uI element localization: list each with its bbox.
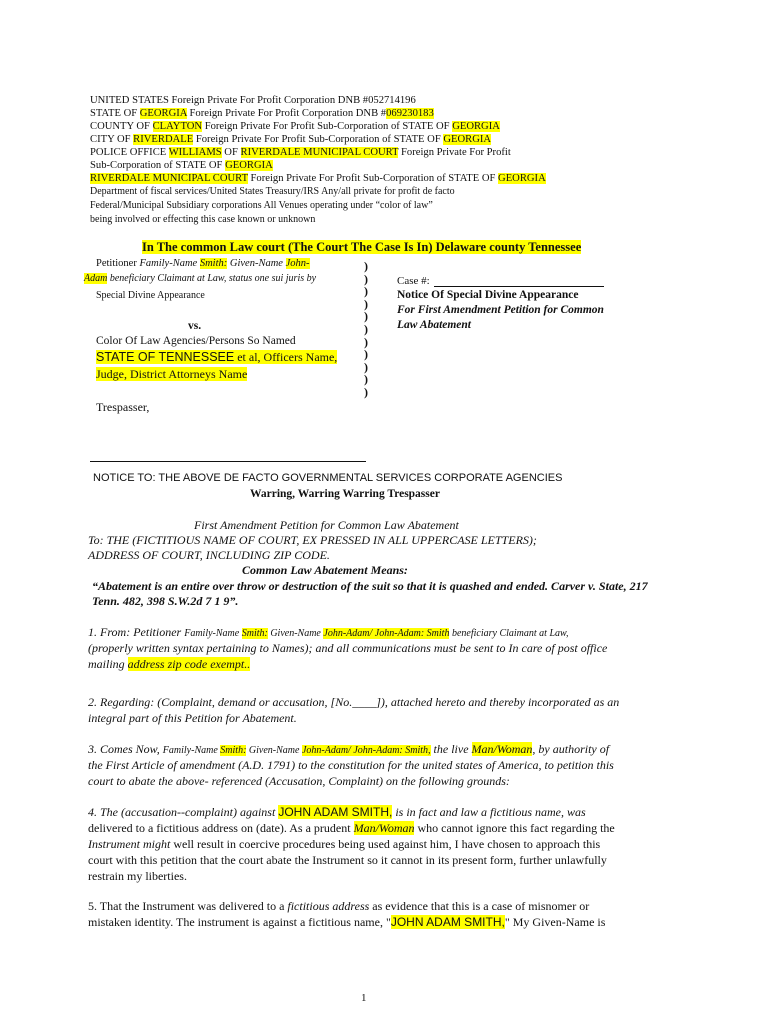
notice-title-line-2: [397, 304, 604, 316]
header-line-6: [90, 159, 273, 172]
notice-title-text: Law Abatement: [397, 319, 472, 331]
para-3-line-1: [88, 742, 609, 759]
petitioner-line-2: [84, 273, 316, 284]
highlighted-dnb: 069230183: [386, 108, 434, 119]
para-4-line-3: [88, 837, 600, 853]
abatement-quote-line-2: [92, 594, 238, 609]
notice-to-text: NOTICE TO: THE ABOVE DE FACTO GOVERNMENTAL SERVICES CORPORATE AGENCIES: [93, 472, 563, 484]
abatement-means-text: Common Law Abatement Means:: [242, 563, 408, 577]
highlighted-city: RIVERDALE: [133, 134, 194, 145]
header-line-7: [90, 172, 546, 185]
caption-text: Color Of Law Agencies/Persons So Named: [96, 335, 296, 347]
header-text: UNITED STATES Foreign Private For Profit Corporation DNB #052714196: [90, 95, 416, 106]
caption-divider: [90, 461, 366, 462]
petitioner-line-1: [96, 258, 310, 269]
para-4-line-5: [88, 869, 187, 885]
highlighted-given-name: Adam: [84, 273, 108, 284]
quote-text: Tenn. 482, 398 S.W.2d 7 1 9”.: [92, 594, 239, 608]
header-text: Foreign Private For Profit Corporation DNB #: [186, 108, 387, 119]
caption-text: Special Divine Appearance: [96, 290, 205, 301]
abatement-quote-line-1: [92, 579, 648, 594]
header-line-8: [90, 185, 455, 198]
highlighted-surname: Smith:: [241, 628, 268, 639]
body-text: the live: [430, 742, 472, 756]
header-line-5: [90, 146, 511, 159]
body-text: delivered to a fictitious address on (date). As a prudent: [88, 821, 354, 835]
header-text: being involved or effecting this case known or unknown: [90, 214, 316, 225]
petition-title: [194, 518, 459, 533]
caption-text: Family-Name: [139, 258, 200, 269]
header-line-3: [90, 120, 500, 133]
caption-text: Given-Name: [227, 258, 286, 269]
para-3-line-2: [88, 758, 614, 774]
body-text: 5. That the Instrument was delivered to a: [88, 899, 288, 913]
warring-line: [250, 488, 440, 500]
petition-title-text: First Amendment Petition for Common Law Abatement: [194, 518, 459, 532]
highlighted-defendant: et al, Officers Name,: [234, 350, 338, 364]
highlighted-man-woman: Man/Woman: [353, 821, 415, 835]
para-1-line-3: [88, 657, 250, 673]
case-number-label: [397, 275, 430, 287]
court-title-text: In The common Law court (The Court The Case Is In) Delaware county Tennessee: [142, 240, 582, 254]
case-number-line: [434, 286, 604, 287]
highlighted-state: GEORGIA: [139, 108, 187, 119]
para-3-line-3: [88, 774, 510, 790]
header-text: STATE OF: [90, 108, 140, 119]
highlighted-defendant: STATE OF TENNESSEE: [96, 350, 235, 364]
highlighted-fictitious-name: JOHN ADAM SMITH,: [390, 915, 505, 929]
highlighted-fictitious-name: JOHN ADAM SMITH,: [278, 805, 393, 819]
para-4-line-1: [88, 805, 586, 821]
quote-text: “Abatement is an entire over throw or destruction of the suit so that it is quashed and ended. Carver v. State, 217: [92, 579, 648, 593]
header-text: CITY OF: [90, 134, 134, 145]
abatement-means-heading: [242, 563, 408, 578]
highlighted-state: GEORGIA: [443, 134, 492, 145]
header-text: Foreign Private For Profit: [398, 147, 511, 158]
warring-text: Warring, Warring Warring Trespasser: [250, 488, 440, 500]
caption-text: Petitioner: [96, 258, 140, 269]
caption-parentheses: ) ) ) ) ) ) ) ) ) ) ): [364, 259, 368, 399]
header-line-1: [90, 94, 416, 107]
body-text: " My Given-Name is: [504, 915, 606, 929]
para-4-line-4: [88, 853, 607, 869]
body-text: 1. From: Petitioner: [88, 625, 185, 639]
highlighted-surname: Smith:: [220, 745, 247, 756]
header-text: Foreign Private For Profit Sub-Corporation of STATE OF: [247, 173, 499, 184]
petitioner-line-3: [96, 290, 205, 301]
defendant-line-3: [96, 367, 247, 382]
header-line-9: [90, 199, 433, 212]
page-number: [361, 992, 367, 1004]
para-4-line-2: [88, 821, 615, 837]
court-title: [142, 240, 581, 255]
header-text: Federal/Municipal Subsidiary corporations All Venues operating under “color of law”: [90, 200, 433, 211]
caption-text: status one sui juris by: [226, 273, 317, 284]
body-text: 4. The (accusation--complaint) against: [88, 805, 279, 819]
body-text: 2. Regarding: (Complaint, demand or accusation, [No.____]), attached hereto and thereby incorporated as an: [88, 695, 620, 709]
notice-title-text: For First Amendment Petition for Common: [397, 304, 604, 316]
trespasser-label: [96, 400, 149, 415]
versus-label: [188, 320, 201, 332]
petition-to-text: ADDRESS OF COURT, INCLUDING ZIP CODE.: [88, 548, 330, 562]
body-text: beneficiary Claimant at Law,: [449, 628, 569, 639]
body-text: the First Article of amendment (A.D. 1791) to the constitution for the united states of America, to petition this: [88, 758, 614, 772]
header-text: Department of fiscal services/United States Treasury/IRS Any/all private for profit de facto: [90, 186, 455, 197]
body-text: , by authority of: [532, 742, 610, 756]
caption-text: beneficiary Claimant at Law,: [107, 273, 227, 284]
body-text: Given-Name: [246, 745, 302, 756]
body-text: who cannot ignore this fact regarding the: [414, 821, 615, 835]
highlighted-given-name: John-Adam/ John-Adam: Smith,: [301, 745, 431, 756]
highlighted-state: GEORGIA: [452, 121, 500, 132]
para-2-line-1: [88, 695, 619, 711]
defendant-line-2: [96, 350, 337, 365]
header-text: COUNTY OF: [90, 121, 153, 132]
body-text: 3. Comes Now,: [88, 742, 163, 756]
body-text: well result in coercive procedures being used against him, I have chosen to approach this: [170, 837, 601, 851]
para-1-line-2: [88, 641, 607, 657]
body-text: restrain my liberties.: [88, 869, 187, 883]
highlighted-address: address zip code exempt..: [127, 657, 251, 671]
header-line-10: [90, 213, 315, 226]
body-text: court with this petition that the court abate the Instrument so it cannot in its present form, further unlawfully: [88, 853, 607, 867]
para-2-line-2: [88, 711, 297, 727]
highlighted-given-name: John-: [285, 258, 310, 269]
notice-title-line-3: [397, 319, 471, 331]
notice-title-line-1: [397, 289, 578, 301]
notice-title-text: Notice Of Special Divine Appearance: [397, 289, 579, 301]
highlighted-officer: WILLIAMS: [168, 147, 222, 158]
highlighted-county: CLAYTON: [152, 121, 203, 132]
defendant-line-1: [96, 335, 296, 347]
case-number-text: Case #:: [397, 275, 430, 287]
body-text: court to abate the above- referenced (Accusation, Complaint) on the following grounds:: [88, 774, 510, 788]
page-number-text: 1: [361, 992, 367, 1004]
body-text: is in fact and law a fictitious name, was: [392, 805, 586, 819]
para-1-line-1: [88, 625, 568, 642]
para-5-line-2: [88, 915, 605, 931]
body-text: Given-Name: [267, 628, 324, 639]
petition-to-line-2: [88, 548, 330, 563]
highlighted-defendant: Judge, District Attorneys Name: [96, 367, 248, 381]
caption-text: Trespasser,: [96, 400, 150, 414]
notice-to: [93, 472, 562, 484]
highlighted-court: RIVERDALE MUNICIPAL COURT: [240, 147, 399, 158]
petition-to-text: To: THE (FICTITIOUS NAME OF COURT, EX PRESSED IN ALL UPPERCASE LETTERS);: [88, 533, 537, 547]
highlighted-state: GEORGIA: [498, 173, 546, 184]
header-line-2: [90, 107, 434, 120]
header-text: POLICE OFFICE: [90, 147, 169, 158]
body-text: mailing: [88, 657, 128, 671]
highlighted-state: GEORGIA: [225, 160, 273, 171]
petition-to-line-1: [88, 533, 537, 548]
body-text: Family-Name: [184, 628, 242, 639]
body-text: (properly written syntax pertaining to Names); and all communications must be sent to In care of post office: [88, 641, 608, 655]
body-text: as evidence that this is a case of misnomer or: [369, 899, 590, 913]
body-text: integral part of this Petition for Abatement.: [88, 711, 297, 725]
header-line-4: [90, 133, 491, 146]
header-text: Foreign Private For Profit Sub-Corporation of STATE OF: [202, 121, 453, 132]
highlighted-court: RIVERDALE MUNICIPAL COURT: [90, 173, 248, 184]
highlighted-given-name: John-Adam/ John-Adam: Smith: [323, 628, 450, 639]
body-text: fictitious address: [287, 899, 370, 913]
highlighted-man-woman: Man/Woman: [471, 742, 533, 756]
header-text: Sub-Corporation of STATE OF: [90, 160, 226, 171]
body-text: Family-Name: [162, 745, 221, 756]
body-text: mistaken identity. The instrument is against a fictitious name, ": [88, 915, 391, 929]
body-text: Instrument might: [88, 837, 171, 851]
vs-text: vs.: [188, 320, 202, 332]
para-5-line-1: [88, 899, 589, 915]
header-text: Foreign Private For Profit Sub-Corporation of STATE OF: [193, 134, 444, 145]
header-text: OF: [221, 147, 241, 158]
highlighted-surname: Smith:: [199, 258, 228, 269]
